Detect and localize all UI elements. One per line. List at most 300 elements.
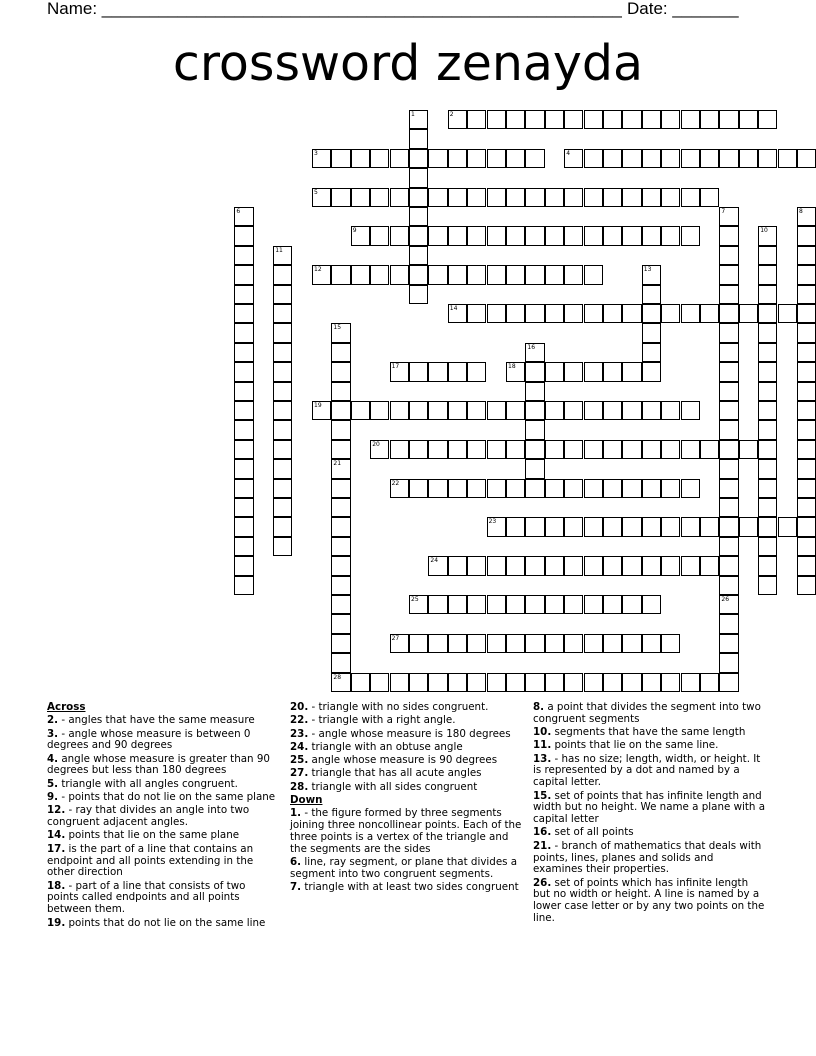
grid-cell[interactable] <box>448 556 467 575</box>
grid-cell[interactable] <box>409 285 428 304</box>
grid-cell[interactable] <box>758 401 777 420</box>
grid-cell[interactable] <box>331 479 350 498</box>
grid-cell[interactable] <box>448 149 467 168</box>
grid-cell[interactable] <box>428 479 447 498</box>
grid-cell[interactable] <box>448 595 467 614</box>
grid-cell[interactable] <box>719 149 738 168</box>
grid-cell[interactable] <box>758 498 777 517</box>
grid-cell[interactable] <box>681 226 700 245</box>
grid-cell[interactable] <box>564 401 583 420</box>
grid-cell[interactable] <box>584 595 603 614</box>
grid-cell[interactable] <box>622 304 641 323</box>
grid-cell[interactable] <box>487 440 506 459</box>
grid-cell[interactable] <box>487 556 506 575</box>
grid-cell[interactable] <box>409 362 428 381</box>
grid-cell[interactable] <box>603 304 622 323</box>
grid-cell[interactable] <box>390 440 409 459</box>
grid-cell[interactable] <box>797 323 816 342</box>
grid-cell[interactable] <box>603 440 622 459</box>
grid-cell[interactable] <box>525 110 544 129</box>
grid-cell[interactable] <box>370 265 389 284</box>
grid-cell[interactable] <box>797 362 816 381</box>
grid-cell[interactable] <box>409 673 428 692</box>
grid-cell[interactable] <box>545 673 564 692</box>
grid-cell[interactable] <box>234 556 253 575</box>
grid-cell[interactable] <box>467 673 486 692</box>
grid-cell[interactable] <box>797 149 816 168</box>
grid-cell[interactable] <box>331 498 350 517</box>
grid-cell[interactable] <box>642 362 661 381</box>
grid-cell[interactable] <box>564 362 583 381</box>
grid-cell[interactable] <box>758 576 777 595</box>
grid-cell[interactable] <box>622 110 641 129</box>
grid-cell[interactable] <box>758 556 777 575</box>
grid-cell[interactable] <box>409 226 428 245</box>
grid-cell[interactable] <box>545 634 564 653</box>
grid-cell[interactable] <box>681 149 700 168</box>
grid-cell[interactable] <box>758 323 777 342</box>
grid-cell[interactable] <box>409 401 428 420</box>
grid-cell[interactable] <box>234 304 253 323</box>
grid-cell[interactable] <box>273 362 292 381</box>
grid-cell[interactable] <box>778 149 797 168</box>
grid-cell[interactable] <box>603 110 622 129</box>
grid-cell[interactable] <box>234 440 253 459</box>
grid-cell[interactable] <box>448 440 467 459</box>
grid-cell[interactable] <box>758 537 777 556</box>
grid-cell[interactable] <box>467 362 486 381</box>
grid-cell[interactable] <box>331 440 350 459</box>
grid-cell[interactable] <box>234 362 253 381</box>
grid-cell[interactable] <box>719 226 738 245</box>
grid-cell[interactable] <box>525 420 544 439</box>
grid-cell[interactable] <box>390 265 409 284</box>
grid-cell[interactable] <box>642 304 661 323</box>
grid-cell[interactable] <box>273 382 292 401</box>
grid-cell[interactable] <box>584 265 603 284</box>
grid-cell[interactable] <box>506 110 525 129</box>
grid-cell[interactable] <box>719 420 738 439</box>
grid-cell[interactable] <box>409 168 428 187</box>
grid-cell[interactable] <box>506 634 525 653</box>
grid-cell[interactable] <box>700 304 719 323</box>
grid-cell[interactable] <box>603 401 622 420</box>
grid-cell[interactable] <box>467 479 486 498</box>
grid-cell[interactable] <box>642 673 661 692</box>
grid-cell[interactable] <box>506 304 525 323</box>
grid-cell[interactable] <box>234 420 253 439</box>
grid-cell[interactable] <box>797 246 816 265</box>
grid-cell[interactable] <box>584 440 603 459</box>
grid-cell[interactable] <box>661 634 680 653</box>
grid-cell[interactable] <box>545 440 564 459</box>
grid-cell[interactable] <box>681 304 700 323</box>
grid-cell[interactable] <box>564 304 583 323</box>
grid-cell[interactable] <box>428 634 447 653</box>
grid-cell[interactable] <box>622 634 641 653</box>
grid-cell[interactable] <box>331 576 350 595</box>
grid-cell[interactable] <box>351 188 370 207</box>
grid-cell[interactable] <box>351 401 370 420</box>
grid-cell[interactable] <box>681 556 700 575</box>
grid-cell[interactable] <box>797 479 816 498</box>
grid-cell[interactable] <box>234 382 253 401</box>
grid-cell[interactable] <box>661 149 680 168</box>
grid-cell[interactable] <box>525 188 544 207</box>
grid-cell[interactable] <box>681 401 700 420</box>
grid-cell[interactable] <box>331 556 350 575</box>
grid-cell[interactable] <box>545 265 564 284</box>
grid-cell[interactable] <box>758 517 777 536</box>
grid-cell[interactable] <box>642 517 661 536</box>
grid-cell[interactable] <box>273 401 292 420</box>
name-field[interactable]: Name: _______________________________________________________ <box>47 0 622 18</box>
grid-cell[interactable] <box>487 265 506 284</box>
grid-cell[interactable] <box>467 188 486 207</box>
grid-cell[interactable] <box>390 401 409 420</box>
grid-cell[interactable] <box>797 440 816 459</box>
grid-cell[interactable] <box>487 149 506 168</box>
grid-cell[interactable] <box>681 673 700 692</box>
grid-cell[interactable] <box>739 304 758 323</box>
grid-cell[interactable] <box>642 226 661 245</box>
grid-cell[interactable] <box>719 440 738 459</box>
grid-cell[interactable] <box>467 401 486 420</box>
grid-cell[interactable] <box>719 323 738 342</box>
grid-cell[interactable] <box>487 479 506 498</box>
grid-cell[interactable] <box>584 110 603 129</box>
grid-cell[interactable] <box>564 595 583 614</box>
grid-cell[interactable] <box>564 673 583 692</box>
grid-cell[interactable] <box>661 673 680 692</box>
grid-cell[interactable] <box>506 265 525 284</box>
grid-cell[interactable] <box>700 517 719 536</box>
grid-cell[interactable] <box>603 188 622 207</box>
grid-cell[interactable] <box>661 440 680 459</box>
grid-cell[interactable] <box>564 188 583 207</box>
grid-cell[interactable] <box>525 440 544 459</box>
grid-cell[interactable] <box>545 401 564 420</box>
grid-cell[interactable] <box>370 149 389 168</box>
grid-cell[interactable] <box>467 556 486 575</box>
grid-cell[interactable] <box>390 149 409 168</box>
grid-cell[interactable] <box>642 595 661 614</box>
grid-cell[interactable] <box>448 401 467 420</box>
grid-cell[interactable] <box>545 110 564 129</box>
grid-cell[interactable] <box>719 634 738 653</box>
grid-cell[interactable] <box>234 479 253 498</box>
grid-cell[interactable] <box>758 382 777 401</box>
grid-cell[interactable] <box>603 634 622 653</box>
grid-cell[interactable] <box>545 304 564 323</box>
grid-cell[interactable] <box>370 226 389 245</box>
grid-cell[interactable] <box>739 110 758 129</box>
grid-cell[interactable] <box>758 440 777 459</box>
grid-cell[interactable] <box>409 634 428 653</box>
grid-cell[interactable] <box>564 517 583 536</box>
grid-cell[interactable] <box>758 420 777 439</box>
grid-cell[interactable] <box>506 226 525 245</box>
grid-cell[interactable] <box>758 459 777 478</box>
grid-cell[interactable] <box>390 673 409 692</box>
grid-cell[interactable] <box>273 498 292 517</box>
grid-cell[interactable] <box>331 382 350 401</box>
grid-cell[interactable] <box>409 265 428 284</box>
grid-cell[interactable] <box>351 149 370 168</box>
grid-cell[interactable] <box>642 188 661 207</box>
grid-cell[interactable] <box>564 265 583 284</box>
grid-cell[interactable] <box>467 634 486 653</box>
grid-cell[interactable] <box>603 479 622 498</box>
grid-cell[interactable] <box>642 110 661 129</box>
grid-cell[interactable] <box>584 226 603 245</box>
grid-cell[interactable] <box>700 188 719 207</box>
grid-cell[interactable] <box>797 556 816 575</box>
grid-cell[interactable] <box>661 556 680 575</box>
grid-cell[interactable] <box>661 479 680 498</box>
grid-cell[interactable] <box>603 149 622 168</box>
grid-cell[interactable] <box>273 285 292 304</box>
grid-cell[interactable] <box>758 246 777 265</box>
grid-cell[interactable] <box>797 285 816 304</box>
grid-cell[interactable] <box>467 440 486 459</box>
grid-cell[interactable] <box>719 246 738 265</box>
grid-cell[interactable] <box>351 265 370 284</box>
grid-cell[interactable] <box>681 479 700 498</box>
grid-cell[interactable] <box>758 149 777 168</box>
grid-cell[interactable] <box>487 110 506 129</box>
grid-cell[interactable] <box>719 110 738 129</box>
grid-cell[interactable] <box>681 188 700 207</box>
grid-cell[interactable] <box>758 479 777 498</box>
grid-cell[interactable] <box>506 517 525 536</box>
grid-cell[interactable] <box>234 498 253 517</box>
grid-cell[interactable] <box>719 285 738 304</box>
grid-cell[interactable] <box>719 459 738 478</box>
grid-cell[interactable] <box>545 188 564 207</box>
grid-cell[interactable] <box>331 362 350 381</box>
grid-cell[interactable] <box>584 362 603 381</box>
grid-cell[interactable] <box>428 362 447 381</box>
grid-cell[interactable] <box>545 479 564 498</box>
grid-cell[interactable] <box>428 401 447 420</box>
grid-cell[interactable] <box>797 498 816 517</box>
grid-cell[interactable] <box>234 517 253 536</box>
grid-cell[interactable] <box>700 110 719 129</box>
grid-cell[interactable] <box>758 285 777 304</box>
grid-cell[interactable] <box>564 440 583 459</box>
grid-cell[interactable] <box>584 188 603 207</box>
grid-cell[interactable] <box>700 556 719 575</box>
grid-cell[interactable] <box>642 479 661 498</box>
grid-cell[interactable] <box>506 673 525 692</box>
grid-cell[interactable] <box>351 673 370 692</box>
grid-cell[interactable] <box>448 362 467 381</box>
grid-cell[interactable] <box>234 246 253 265</box>
grid-cell[interactable] <box>525 304 544 323</box>
grid-cell[interactable] <box>719 673 738 692</box>
grid-cell[interactable] <box>331 653 350 672</box>
grid-cell[interactable] <box>642 401 661 420</box>
grid-cell[interactable] <box>370 673 389 692</box>
grid-cell[interactable] <box>545 517 564 536</box>
grid-cell[interactable] <box>273 323 292 342</box>
grid-cell[interactable] <box>506 440 525 459</box>
grid-cell[interactable] <box>273 440 292 459</box>
grid-cell[interactable] <box>584 556 603 575</box>
grid-cell[interactable] <box>467 595 486 614</box>
grid-cell[interactable] <box>661 188 680 207</box>
grid-cell[interactable] <box>487 188 506 207</box>
grid-cell[interactable] <box>234 576 253 595</box>
grid-cell[interactable] <box>487 401 506 420</box>
grid-cell[interactable] <box>661 401 680 420</box>
grid-cell[interactable] <box>448 226 467 245</box>
grid-cell[interactable] <box>409 149 428 168</box>
grid-cell[interactable] <box>487 595 506 614</box>
grid-cell[interactable] <box>273 479 292 498</box>
grid-cell[interactable] <box>234 343 253 362</box>
grid-cell[interactable] <box>661 110 680 129</box>
grid-cell[interactable] <box>797 343 816 362</box>
grid-cell[interactable] <box>273 265 292 284</box>
grid-cell[interactable] <box>603 595 622 614</box>
grid-cell[interactable] <box>331 265 350 284</box>
grid-cell[interactable] <box>622 556 641 575</box>
grid-cell[interactable] <box>584 479 603 498</box>
grid-cell[interactable] <box>681 440 700 459</box>
grid-cell[interactable] <box>719 343 738 362</box>
grid-cell[interactable] <box>525 382 544 401</box>
grid-cell[interactable] <box>719 401 738 420</box>
grid-cell[interactable] <box>428 226 447 245</box>
grid-cell[interactable] <box>564 479 583 498</box>
grid-cell[interactable] <box>525 149 544 168</box>
grid-cell[interactable] <box>506 556 525 575</box>
grid-cell[interactable] <box>681 517 700 536</box>
grid-cell[interactable] <box>642 556 661 575</box>
grid-cell[interactable] <box>797 401 816 420</box>
grid-cell[interactable] <box>642 634 661 653</box>
grid-cell[interactable] <box>525 595 544 614</box>
grid-cell[interactable] <box>545 362 564 381</box>
grid-cell[interactable] <box>642 285 661 304</box>
grid-cell[interactable] <box>797 304 816 323</box>
grid-cell[interactable] <box>778 517 797 536</box>
grid-cell[interactable] <box>331 614 350 633</box>
grid-cell[interactable] <box>428 149 447 168</box>
grid-cell[interactable] <box>758 343 777 362</box>
grid-cell[interactable] <box>797 265 816 284</box>
grid-cell[interactable] <box>331 595 350 614</box>
grid-cell[interactable] <box>642 323 661 342</box>
grid-cell[interactable] <box>525 265 544 284</box>
grid-cell[interactable] <box>409 129 428 148</box>
grid-cell[interactable] <box>622 362 641 381</box>
grid-cell[interactable] <box>428 265 447 284</box>
grid-cell[interactable] <box>525 401 544 420</box>
grid-cell[interactable] <box>331 343 350 362</box>
grid-cell[interactable] <box>234 537 253 556</box>
grid-cell[interactable] <box>797 420 816 439</box>
grid-cell[interactable] <box>409 188 428 207</box>
grid-cell[interactable] <box>622 401 641 420</box>
grid-cell[interactable] <box>525 556 544 575</box>
grid-cell[interactable] <box>564 556 583 575</box>
grid-cell[interactable] <box>564 634 583 653</box>
grid-cell[interactable] <box>525 226 544 245</box>
grid-cell[interactable] <box>234 285 253 304</box>
grid-cell[interactable] <box>331 537 350 556</box>
grid-cell[interactable] <box>467 149 486 168</box>
grid-cell[interactable] <box>525 459 544 478</box>
grid-cell[interactable] <box>467 226 486 245</box>
grid-cell[interactable] <box>370 401 389 420</box>
grid-cell[interactable] <box>506 149 525 168</box>
grid-cell[interactable] <box>622 149 641 168</box>
grid-cell[interactable] <box>448 265 467 284</box>
grid-cell[interactable] <box>564 110 583 129</box>
grid-cell[interactable] <box>409 207 428 226</box>
grid-cell[interactable] <box>700 149 719 168</box>
grid-cell[interactable] <box>234 226 253 245</box>
grid-cell[interactable] <box>622 517 641 536</box>
grid-cell[interactable] <box>273 537 292 556</box>
grid-cell[interactable] <box>603 556 622 575</box>
grid-cell[interactable] <box>331 420 350 439</box>
grid-cell[interactable] <box>525 517 544 536</box>
grid-cell[interactable] <box>661 304 680 323</box>
grid-cell[interactable] <box>603 226 622 245</box>
grid-cell[interactable] <box>331 188 350 207</box>
grid-cell[interactable] <box>603 362 622 381</box>
grid-cell[interactable] <box>700 673 719 692</box>
grid-cell[interactable] <box>273 459 292 478</box>
grid-cell[interactable] <box>739 517 758 536</box>
grid-cell[interactable] <box>739 149 758 168</box>
grid-cell[interactable] <box>584 634 603 653</box>
grid-cell[interactable] <box>273 304 292 323</box>
grid-cell[interactable] <box>506 401 525 420</box>
grid-cell[interactable] <box>545 226 564 245</box>
grid-cell[interactable] <box>719 479 738 498</box>
grid-cell[interactable] <box>487 634 506 653</box>
grid-cell[interactable] <box>525 479 544 498</box>
grid-cell[interactable] <box>719 498 738 517</box>
grid-cell[interactable] <box>622 673 641 692</box>
grid-cell[interactable] <box>506 479 525 498</box>
grid-cell[interactable] <box>700 440 719 459</box>
grid-cell[interactable] <box>584 304 603 323</box>
grid-cell[interactable] <box>622 479 641 498</box>
grid-cell[interactable] <box>487 226 506 245</box>
grid-cell[interactable] <box>622 226 641 245</box>
grid-cell[interactable] <box>758 304 777 323</box>
grid-cell[interactable] <box>603 673 622 692</box>
grid-cell[interactable] <box>719 556 738 575</box>
grid-cell[interactable] <box>467 110 486 129</box>
grid-cell[interactable] <box>273 517 292 536</box>
grid-cell[interactable] <box>661 226 680 245</box>
grid-cell[interactable] <box>331 517 350 536</box>
grid-cell[interactable] <box>797 517 816 536</box>
grid-cell[interactable] <box>622 595 641 614</box>
grid-cell[interactable] <box>428 440 447 459</box>
grid-cell[interactable] <box>506 595 525 614</box>
grid-cell[interactable] <box>331 149 350 168</box>
grid-cell[interactable] <box>719 382 738 401</box>
grid-cell[interactable] <box>487 673 506 692</box>
